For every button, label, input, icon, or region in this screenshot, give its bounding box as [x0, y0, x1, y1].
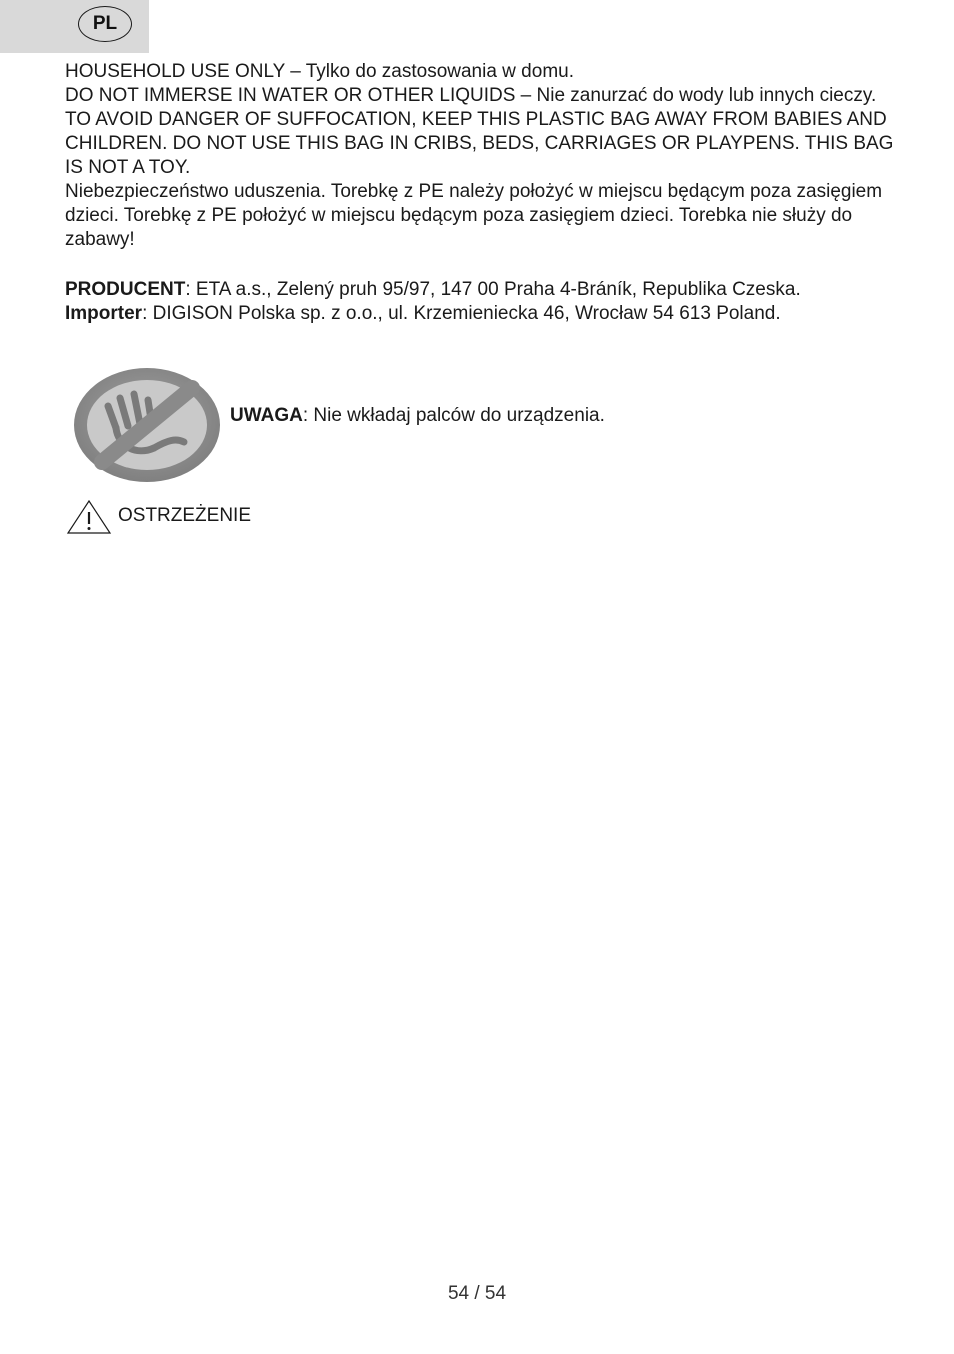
language-tab — [0, 0, 149, 53]
language-badge: PL — [78, 6, 132, 42]
producent-label: PRODUCENT — [65, 279, 186, 300]
immersion-suffocation-paragraph: DO NOT IMMERSE IN WATER OR OTHER LIQUIDS – Nie zanurzać do wody lub innych cieczy. TO AVOID DANGER OF SUFFOCATION, KEEP THIS PLASTIC BAG AWAY FROM BABIES AND CHILDREN. DO NOT USE THIS BAG IN CRIBS, BEDS, CARRIAGES OR PLAYPENS. THIS BAG IS NOT A TOY. — [65, 85, 894, 178]
paragraph-gap — [65, 252, 895, 278]
warning-triangle-icon — [66, 499, 112, 535]
importer-value: : DIGISON Polska sp. z o.o., ul. Krzemieniecka 46, Wrocław 54 613 Poland. — [142, 303, 781, 324]
caution-message: : Nie wkładaj palców do urządzenia. — [302, 405, 605, 426]
suffocation-polish-paragraph: Niebezpieczeństwo uduszenia. Torebkę z PE należy położyć w miejscu będącym poza zasięgiem dzieci. Torebkę z PE położyć w miejscu będącym poza zasięgiem dzieci. Torebka nie służy do zabawy! — [65, 181, 883, 250]
importer-label: Importer — [65, 303, 143, 324]
caution-notice — [72, 366, 772, 484]
page-number: 54 / 54 — [447, 1283, 507, 1304]
warning-text: OSTRZEŻENIE — [118, 505, 252, 526]
no-fingers-icon — [72, 366, 222, 484]
importer-line — [65, 302, 895, 326]
caution-label: UWAGA — [230, 405, 303, 426]
producent-line — [65, 278, 895, 302]
warning-notice — [66, 499, 466, 535]
caution-text — [230, 404, 605, 428]
producent-value: : ETA a.s., Zelený pruh 95/97, 147 00 Praha 4-Bráník, Republika Czeska. — [185, 279, 801, 300]
safety-text-block — [65, 60, 895, 326]
household-use-paragraph: HOUSEHOLD USE ONLY – Tylko do zastosowania w domu. — [65, 61, 574, 82]
